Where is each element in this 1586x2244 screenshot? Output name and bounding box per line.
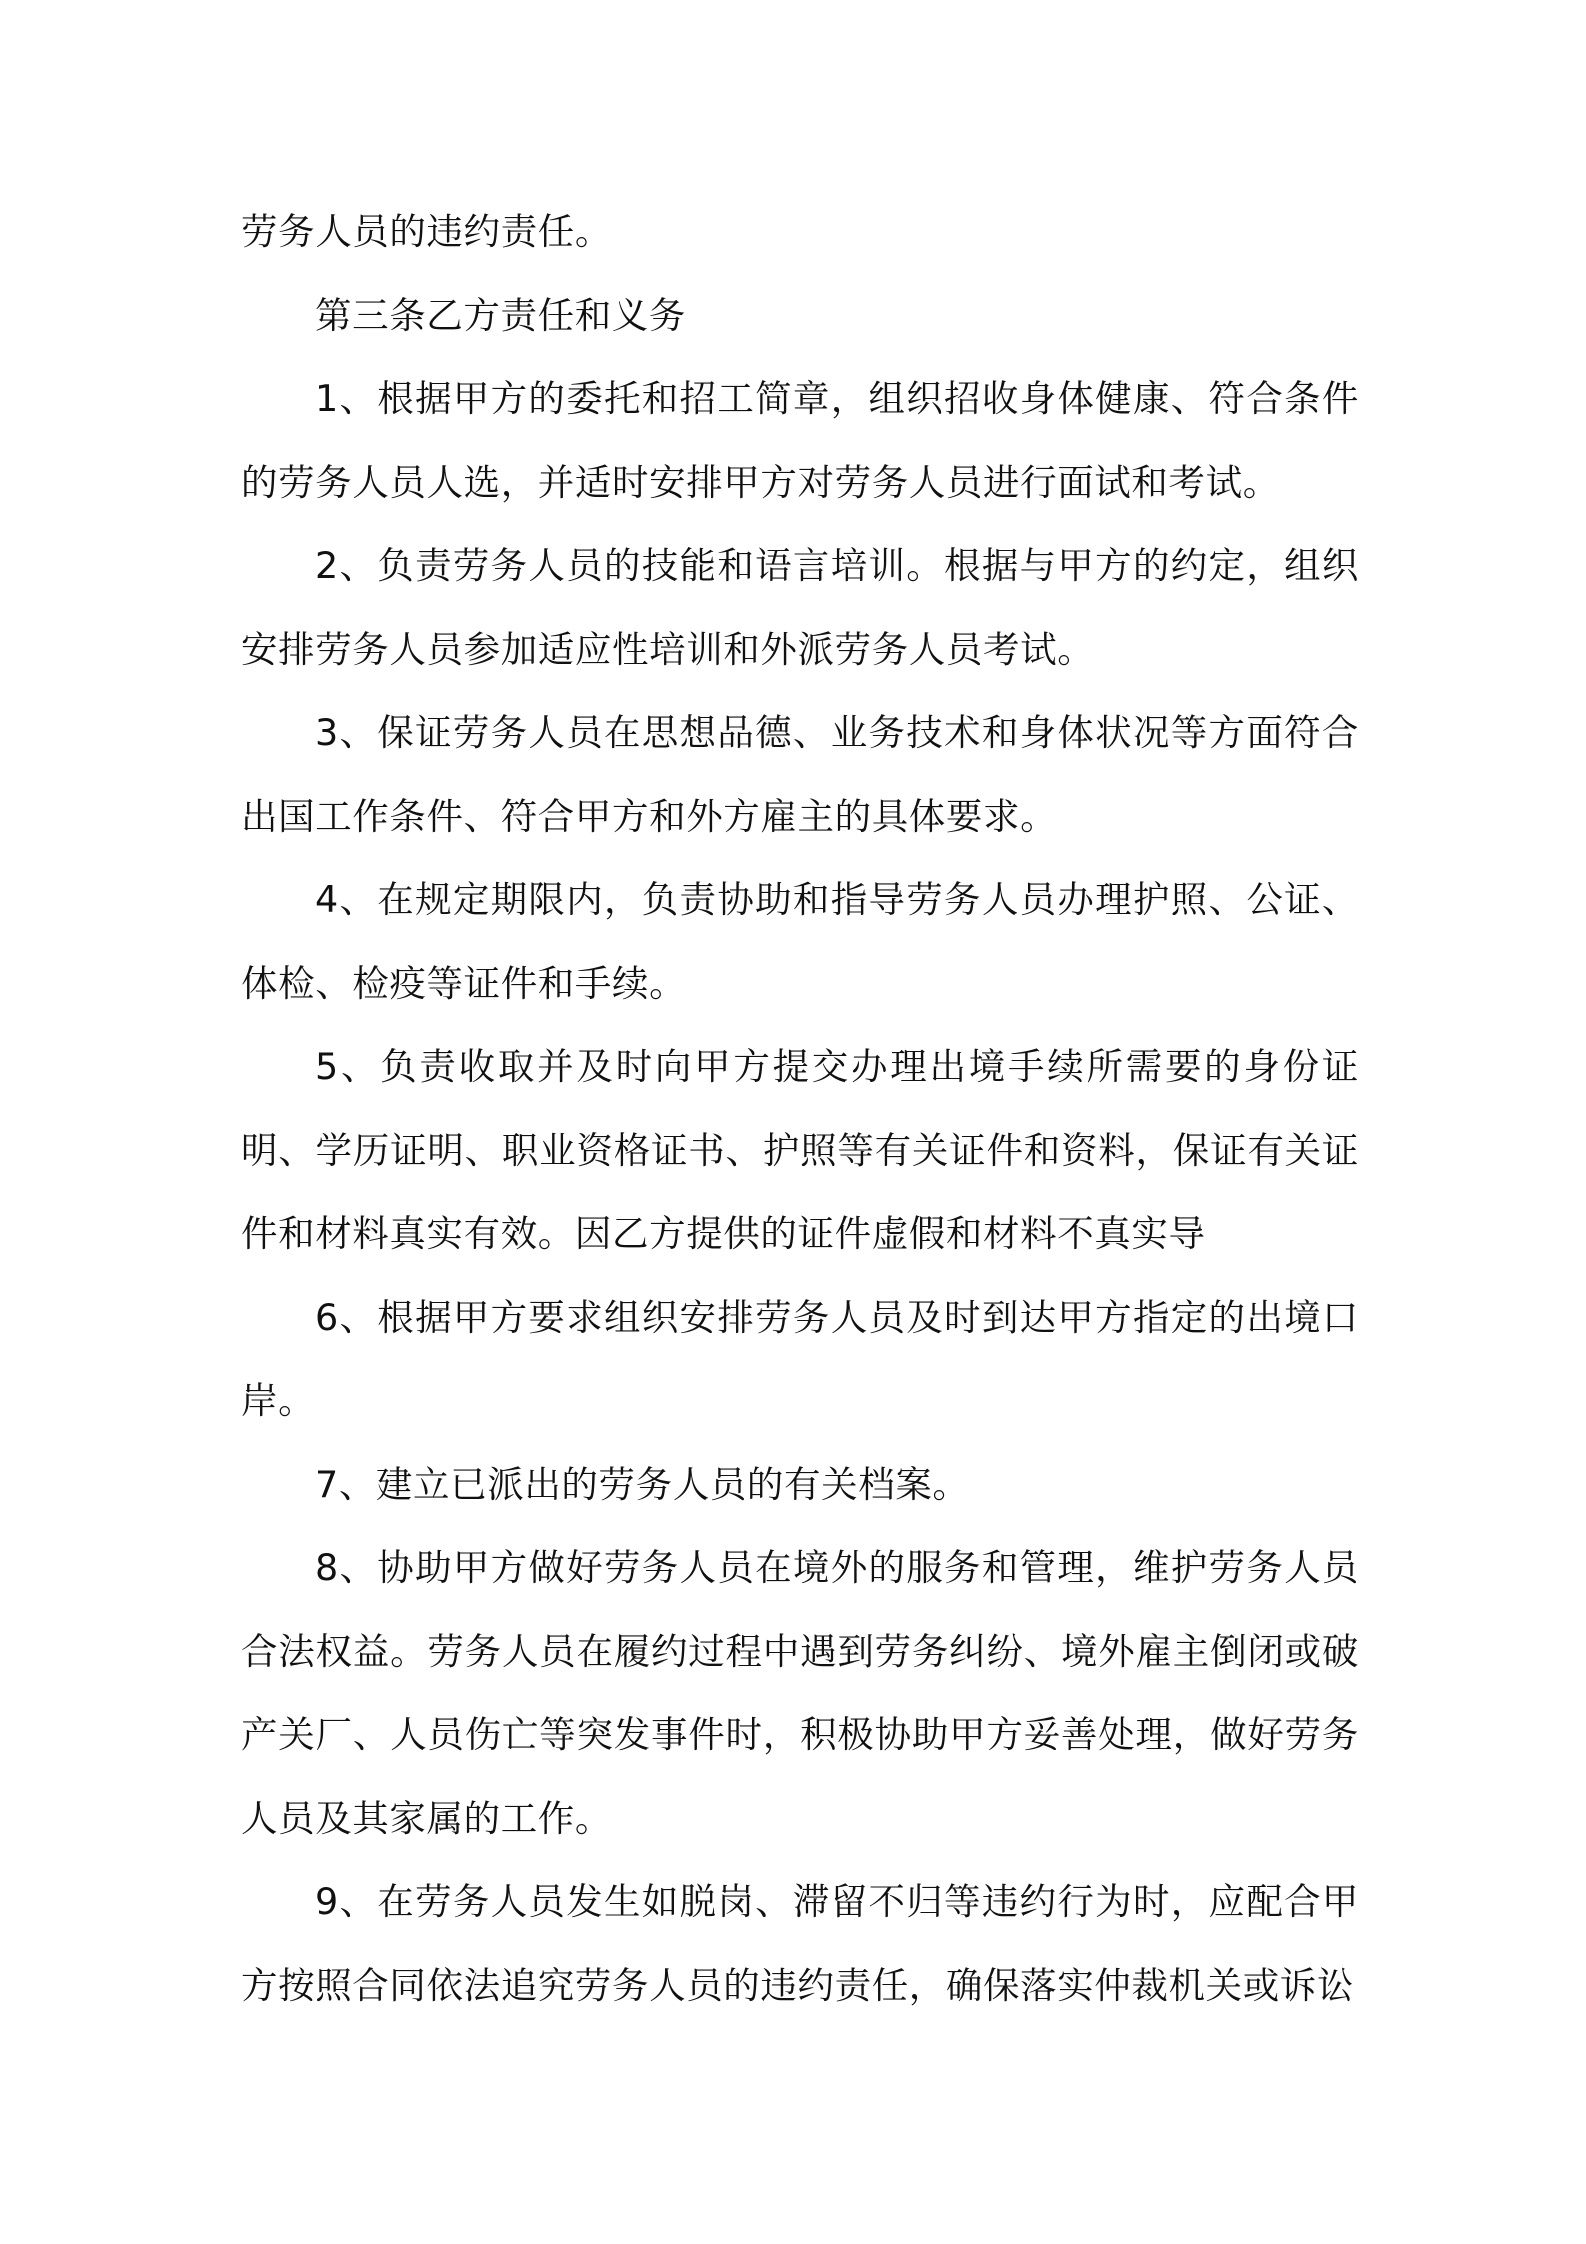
- clause-8: 8、协助甲方做好劳务人员在境外的服务和管理，维护劳务人员合法权益。劳务人员在履约过程中遇到劳务纠纷、境外雇主倒闭或破产关厂、人员伤亡等突发事件时，积极协助甲方妥善处理，做好劳务人员及其家属的工作。: [241, 1546, 1359, 1840]
- paragraph-continuation: 劳务人员的违约责任。: [241, 210, 612, 253]
- clause-5: 5、负责收取并及时向甲方提交办理出境手续所需要的身份证明、学历证明、职业资格证书、护照等有关证件和资料，保证有关证件和材料真实有效。因乙方提供的证件虚假和材料不真实导: [241, 1045, 1359, 1255]
- clause-1: 1、根据甲方的委托和招工简章，组织招收身体健康、符合条件的劳务人员人选，并适时安排甲方对劳务人员进行面试和考试。: [241, 377, 1359, 504]
- clause-9: 9、在劳务人员发生如脱岗、滞留不归等违约行为时，应配合甲方按照合同依法追究劳务人员的违约责任，确保落实仲裁机关或诉讼: [241, 1880, 1359, 2007]
- clause-7: 7、建立已派出的劳务人员的有关档案。: [315, 1462, 970, 1506]
- clause-3: 3、保证劳务人员在思想品德、业务技术和身体状况等方面符合出国工作条件、符合甲方和外方雇主的具体要求。: [241, 711, 1359, 838]
- section-heading: 第三条乙方责任和义务: [315, 293, 686, 337]
- clause-4: 4、在规定期限内，负责协助和指导劳务人员办理护照、公证、体检、检疫等证件和手续。: [241, 878, 1359, 1005]
- document-body: [241, 190, 1359, 2027]
- clause-6: 6、根据甲方要求组织安排劳务人员及时到达甲方指定的出境口岸。: [241, 1295, 1359, 1422]
- clause-2: 2、负责劳务人员的技能和语言培训。根据与甲方的约定，组织安排劳务人员参加适应性培训和外派劳务人员考试。: [241, 544, 1359, 671]
